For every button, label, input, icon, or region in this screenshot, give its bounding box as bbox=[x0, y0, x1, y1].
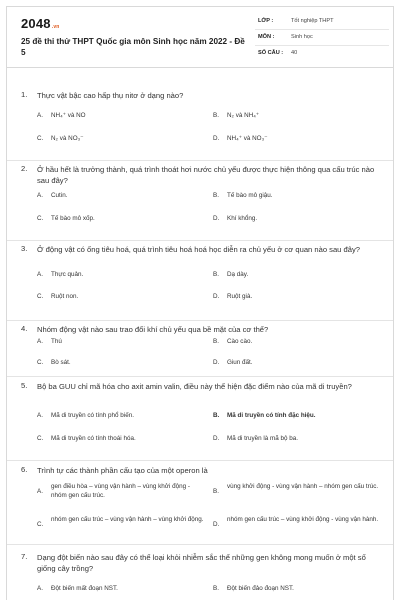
option-text: NH₄⁺ và NO bbox=[51, 112, 86, 119]
option-letter: A. bbox=[37, 585, 43, 592]
question-number: 2. bbox=[21, 164, 28, 173]
option-letter: B. bbox=[213, 338, 219, 345]
document-title: 25 đề thi thử THPT Quốc gia môn Sinh học năm 2022 - Đề 5 bbox=[21, 37, 245, 57]
question-number: 1. bbox=[21, 90, 28, 99]
question-text: Ở động vật có ống tiêu hoá, quá trình tiêu hoá hoá học diễn ra chủ yếu ở cơ quan nào sau đây? bbox=[37, 245, 360, 254]
meta-key: MÔN : bbox=[258, 34, 275, 40]
logo-domain: .vn bbox=[51, 24, 60, 30]
option-text: Đột biến đảo đoạn NST. bbox=[227, 585, 294, 592]
document-header bbox=[7, 7, 393, 68]
meta-value: 40 bbox=[291, 50, 298, 56]
option-text: Tế bào mô giậu. bbox=[227, 192, 273, 199]
option-text: Thực quản. bbox=[51, 271, 84, 278]
question-block bbox=[7, 161, 394, 241]
option-letter: A. bbox=[37, 112, 43, 119]
option-text: Tế bào mô xốp. bbox=[51, 215, 95, 222]
question-text: Trình tự các thành phần cấu tạo của một operon là bbox=[37, 466, 208, 475]
meta-key: LỚP : bbox=[258, 18, 274, 24]
option-letter: B. bbox=[213, 412, 220, 419]
question-number: 3. bbox=[21, 244, 28, 253]
option-text: NH₄⁺ và NO₃⁻ bbox=[227, 135, 268, 142]
option-text: Mã di truyền có tính thoái hóa. bbox=[51, 435, 136, 442]
option-text: Mã di truyền có tính đặc hiệu. bbox=[227, 412, 316, 419]
option-letter: B. bbox=[213, 112, 219, 119]
option-letter: D. bbox=[213, 135, 220, 142]
option-text: nhóm gen cấu trúc – vùng khởi động - vùng vận hành. bbox=[227, 516, 379, 523]
option-letter: C. bbox=[37, 435, 44, 442]
option-letter: A. bbox=[37, 488, 43, 495]
question-number: 7. bbox=[21, 552, 28, 561]
meta-row-count bbox=[255, 46, 389, 61]
option-text: gen điều hòa – vùng vận hành – vùng khởi động - nhóm gen cấu trúc. bbox=[51, 483, 190, 499]
option-text: Khí khổng. bbox=[227, 215, 258, 222]
question-block bbox=[7, 377, 394, 461]
logo-text: 2048 bbox=[21, 16, 51, 31]
meta-value: Tốt nghiệp THPT bbox=[291, 18, 334, 24]
question-text: Thực vật bậc cao hấp thụ nitơ ở dạng nào? bbox=[37, 91, 184, 100]
meta-row-subject bbox=[255, 30, 389, 46]
meta-row-class bbox=[255, 14, 389, 30]
option-text: Ruột non. bbox=[51, 293, 79, 300]
question-block bbox=[7, 461, 394, 545]
option-text: Giun đất. bbox=[227, 359, 253, 366]
option-text: Mã di truyền là mã bộ ba. bbox=[227, 435, 299, 442]
question-block bbox=[7, 81, 394, 161]
option-text: Đột biến mất đoạn NST. bbox=[51, 585, 118, 592]
option-letter: B. bbox=[213, 192, 219, 199]
question-block bbox=[7, 321, 394, 377]
option-text: Dạ dày. bbox=[227, 271, 249, 278]
option-letter: A. bbox=[37, 192, 43, 199]
option-letter: C. bbox=[37, 521, 44, 528]
option-letter: A. bbox=[37, 412, 43, 419]
option-letter: C. bbox=[37, 215, 44, 222]
option-text: vùng khởi động - vùng vận hành – nhóm gen cấu trúc. bbox=[227, 483, 379, 490]
question-block bbox=[7, 545, 394, 600]
option-text: Cào cào. bbox=[227, 338, 253, 345]
option-text: Thú bbox=[51, 338, 62, 345]
question-number: 6. bbox=[21, 465, 28, 474]
question-number: 5. bbox=[21, 381, 28, 390]
option-text: N₂ và NH₄⁺ bbox=[227, 112, 260, 119]
question-text: Ở hầu hết là trưởng thành, quá trình thoát hơi nước chủ yếu được thực hiện thông qua cấu trúc nào sau đây? bbox=[37, 165, 375, 186]
option-letter: A. bbox=[37, 338, 43, 345]
option-letter: B. bbox=[213, 271, 219, 278]
option-letter: D. bbox=[213, 359, 220, 366]
option-letter: B. bbox=[213, 488, 219, 495]
question-block bbox=[7, 241, 394, 321]
site-logo[interactable] bbox=[21, 16, 60, 31]
option-letter: D. bbox=[213, 435, 220, 442]
option-letter: C. bbox=[37, 135, 44, 142]
question-text: Bộ ba GUU chỉ mã hóa cho axit amin valin, điều này thể hiện đặc điểm nào của mã di truyền? bbox=[37, 382, 352, 391]
document-meta bbox=[255, 14, 389, 61]
question-text: Nhóm động vật nào sau trao đổi khí chủ yếu qua bề mặt của cơ thể? bbox=[37, 325, 269, 334]
option-letter: D. bbox=[213, 215, 220, 222]
meta-value: Sinh học bbox=[291, 34, 313, 40]
question-number: 4. bbox=[21, 324, 28, 333]
option-letter: C. bbox=[37, 293, 44, 300]
option-letter: B. bbox=[213, 585, 219, 592]
option-text: Bò sát. bbox=[51, 359, 71, 366]
option-letter: D. bbox=[213, 521, 220, 528]
question-text: Dạng đột biến nào sau đây có thể loại khỏi nhiễm sắc thể những gen không mong muốn ở một số giống cây trồng? bbox=[37, 553, 366, 574]
option-text: Mã di truyền có tính phổ biến. bbox=[51, 412, 134, 419]
option-letter: D. bbox=[213, 293, 220, 300]
option-text: Cutin. bbox=[51, 192, 68, 199]
option-text: nhóm gen cấu trúc – vùng vận hành – vùng khởi động. bbox=[51, 516, 204, 523]
option-text: Ruột già. bbox=[227, 293, 253, 300]
option-letter: A. bbox=[37, 271, 43, 278]
option-letter: C. bbox=[37, 359, 44, 366]
meta-key: SỐ CÂU : bbox=[258, 50, 284, 56]
document-page bbox=[6, 6, 394, 600]
option-text: N₂ và NO₃⁻ bbox=[51, 135, 84, 142]
